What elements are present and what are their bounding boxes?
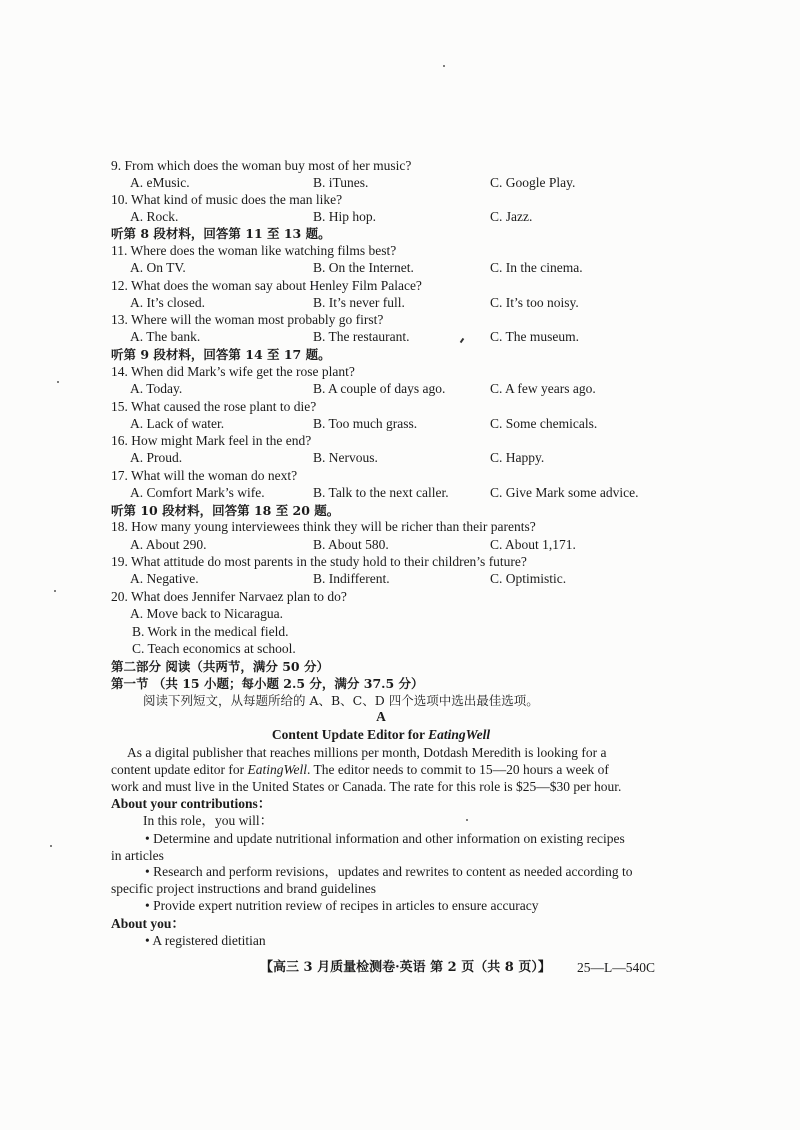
passage-letter: A bbox=[376, 709, 386, 724]
question-stem: 9. From which does the woman buy most of her music? bbox=[111, 158, 412, 173]
intro-line-1: As a digital publisher that reaches millions per month, Dotdash Meredith is looking for a bbox=[127, 745, 607, 760]
intro-line-3: work and must live in the United States or Canada. The rate for this role is $25—$30 per hour. bbox=[111, 779, 622, 794]
option-b: B. Hip hop. bbox=[313, 209, 377, 224]
option-b: B. Too much grass. bbox=[313, 416, 418, 431]
listening-note-8: 听第 8 段材料，回答第 11 至 13 题。 bbox=[111, 226, 331, 241]
question-stem: 17. What will the woman do next? bbox=[111, 468, 298, 483]
option-c: C. The museum. bbox=[490, 329, 579, 344]
intro-line-2-start: content update editor for bbox=[111, 762, 248, 777]
option-b: B. Nervous. bbox=[313, 450, 378, 465]
question-stem: 19. What attitude do most parents in the study hold to their children’s future? bbox=[111, 554, 527, 569]
footer-title: 【高三 3 月质量检测卷·英语 第 2 页（共 8 页）】 bbox=[260, 960, 551, 975]
contribution-bullet-1-cont: in articles bbox=[111, 848, 164, 863]
footer-code: 25—L—540C bbox=[577, 960, 656, 975]
option-c: C. Teach economics at school. bbox=[132, 641, 296, 656]
question-stem: 13. Where will the woman most probably go first? bbox=[111, 312, 384, 327]
question-stem: 10. What kind of music does the man like? bbox=[111, 192, 343, 207]
scan-speck bbox=[57, 381, 59, 383]
option-c: C. Some chemicals. bbox=[490, 416, 598, 431]
option-c: C. Optimistic. bbox=[490, 571, 567, 586]
listening-note-9: 听第 9 段材料，回答第 14 至 17 题。 bbox=[111, 347, 331, 362]
contribution-bullet-2-cont: specific project instructions and brand guidelines bbox=[111, 881, 377, 896]
option-c: C. Give Mark some advice. bbox=[490, 485, 639, 500]
option-b: B. About 580. bbox=[313, 537, 389, 552]
option-c: C. About 1,171. bbox=[490, 537, 576, 552]
option-a: A. Lack of water. bbox=[130, 416, 225, 431]
intro-line-2 bbox=[111, 762, 609, 778]
option-a: A. It’s closed. bbox=[130, 295, 205, 310]
option-a: A. Negative. bbox=[130, 571, 199, 586]
contributions-lead: In this role，you will： bbox=[143, 813, 274, 828]
contributions-heading: About your contributions： bbox=[111, 796, 272, 811]
option-b: B. It’s never full. bbox=[313, 295, 405, 310]
option-a: A. Proud. bbox=[130, 450, 183, 465]
option-c: C. Google Play. bbox=[490, 175, 576, 190]
scan-mark bbox=[460, 338, 465, 343]
option-b: B. On the Internet. bbox=[313, 260, 414, 275]
question-stem: 11. Where does the woman like watching films best? bbox=[111, 243, 397, 258]
scan-speck bbox=[54, 590, 56, 592]
option-a: A. eMusic. bbox=[130, 175, 190, 190]
contribution-bullet-1: • Determine and update nutritional information and other information on existing recipes bbox=[145, 831, 625, 846]
passage-title bbox=[0, 727, 762, 743]
option-a: A. About 290. bbox=[130, 537, 207, 552]
scan-speck bbox=[443, 65, 445, 67]
question-stem: 12. What does the woman say about Henley Film Palace? bbox=[111, 278, 422, 293]
about-you-heading: About you： bbox=[111, 916, 185, 931]
option-c: C. Happy. bbox=[490, 450, 545, 465]
question-stem: 18. How many young interviewees think they will be richer than their parents? bbox=[111, 519, 536, 534]
contribution-bullet-3: • Provide expert nutrition review of recipes in articles to ensure accuracy bbox=[145, 898, 539, 913]
question-stem: 15. What caused the rose plant to die? bbox=[111, 399, 317, 414]
option-c: C. It’s too noisy. bbox=[490, 295, 579, 310]
intro-line-2-publication: EatingWell bbox=[247, 762, 307, 777]
option-b: B. Talk to the next caller. bbox=[313, 485, 449, 500]
option-b: B. iTunes. bbox=[313, 175, 369, 190]
section-one-heading: 第一节 （共 15 小题；每小题 2.5 分，满分 37.5 分） bbox=[111, 676, 424, 691]
option-b: B. Indifferent. bbox=[313, 571, 390, 586]
option-b: B. The restaurant. bbox=[313, 329, 410, 344]
scan-speck bbox=[50, 845, 52, 847]
option-c: C. In the cinema. bbox=[490, 260, 583, 275]
option-c: C. Jazz. bbox=[490, 209, 533, 224]
option-a: A. Rock. bbox=[130, 209, 179, 224]
passage-title-publication: EatingWell bbox=[428, 727, 491, 742]
passage-title-text: Content Update Editor for bbox=[271, 727, 429, 742]
listening-note-10: 听第 10 段材料，回答第 18 至 20 题。 bbox=[111, 503, 340, 518]
intro-line-2-end: . The editor needs to commit to 15—20 hours a week of bbox=[306, 762, 609, 777]
about-you-bullet-1: • A registered dietitian bbox=[145, 933, 266, 948]
contribution-bullet-2: • Research and perform revisions，updates and rewrites to content as needed according to bbox=[145, 864, 633, 879]
question-stem: 16. How might Mark feel in the end? bbox=[111, 433, 312, 448]
reading-instructions: 阅读下列短文，从每题所给的 A、B、C、D 四个选项中选出最佳选项。 bbox=[143, 693, 539, 708]
option-a: A. The bank. bbox=[130, 329, 201, 344]
option-a: A. On TV. bbox=[130, 260, 186, 275]
scan-speck bbox=[466, 819, 468, 821]
option-c: C. A few years ago. bbox=[490, 381, 596, 396]
question-stem: 20. What does Jennifer Narvaez plan to do? bbox=[111, 589, 347, 604]
option-a: A. Move back to Nicaragua. bbox=[130, 606, 283, 621]
option-a: A. Today. bbox=[130, 381, 183, 396]
option-a: A. Comfort Mark’s wife. bbox=[130, 485, 265, 500]
option-b: B. A couple of days ago. bbox=[313, 381, 446, 396]
question-stem: 14. When did Mark’s wife get the rose plant? bbox=[111, 364, 355, 379]
part-two-heading: 第二部分 阅读（共两节，满分 50 分） bbox=[111, 659, 329, 674]
option-b: B. Work in the medical field. bbox=[132, 624, 289, 639]
